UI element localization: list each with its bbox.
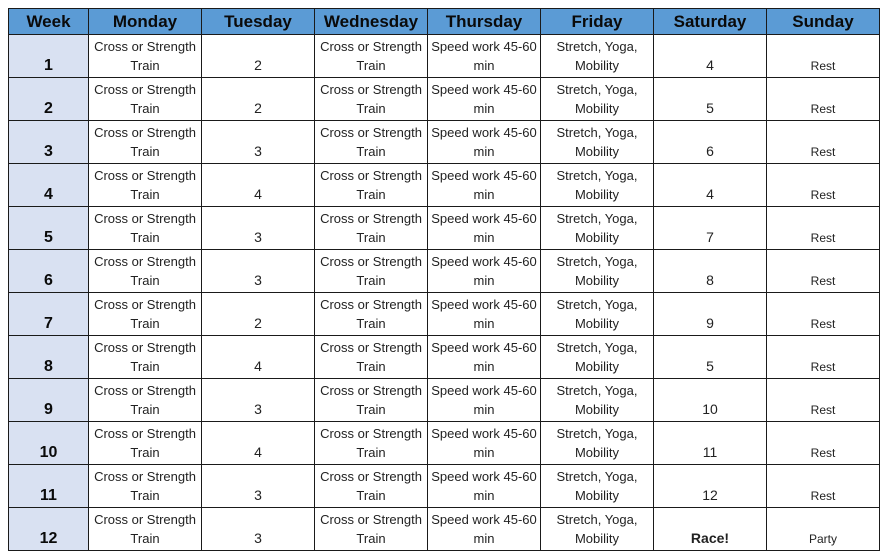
table-row [9,379,880,422]
week-number-cell: 7 [9,293,89,336]
tuesday-cell: 4 [202,164,315,207]
header-wednesday: Wednesday [315,9,428,35]
week-number-cell: 6 [9,250,89,293]
thursday-cell: Speed work 45-60 min [428,293,541,336]
week-number-cell: 1 [9,35,89,78]
thursday-cell: Speed work 45-60 min [428,164,541,207]
friday-cell: Stretch, Yoga, Mobility [541,336,654,379]
sunday-cell: Rest [767,121,880,164]
header-row [9,9,880,35]
monday-cell: Cross or Strength Train [89,422,202,465]
tuesday-cell: 2 [202,35,315,78]
header-saturday: Saturday [654,9,767,35]
header-monday: Monday [89,9,202,35]
thursday-cell: Speed work 45-60 min [428,250,541,293]
table-row [9,207,880,250]
tuesday-cell: 2 [202,293,315,336]
saturday-cell: 6 [654,121,767,164]
thursday-cell: Speed work 45-60 min [428,508,541,551]
friday-cell: Stretch, Yoga, Mobility [541,78,654,121]
sunday-cell: Rest [767,78,880,121]
wednesday-cell: Cross or Strength Train [315,121,428,164]
week-number-cell: 9 [9,379,89,422]
sunday-cell: Rest [767,35,880,78]
sunday-cell: Rest [767,336,880,379]
friday-cell: Stretch, Yoga, Mobility [541,379,654,422]
friday-cell: Stretch, Yoga, Mobility [541,164,654,207]
tuesday-cell: 3 [202,121,315,164]
wednesday-cell: Cross or Strength Train [315,164,428,207]
tuesday-cell: 3 [202,250,315,293]
monday-cell: Cross or Strength Train [89,508,202,551]
week-number-cell: 4 [9,164,89,207]
sunday-cell: Rest [767,250,880,293]
table-row [9,293,880,336]
wednesday-cell: Cross or Strength Train [315,422,428,465]
sunday-cell: Rest [767,164,880,207]
saturday-cell: 8 [654,250,767,293]
header-week: Week [9,9,89,35]
saturday-cell: 5 [654,78,767,121]
tuesday-cell: 4 [202,422,315,465]
friday-cell: Stretch, Yoga, Mobility [541,422,654,465]
week-number-cell: 8 [9,336,89,379]
saturday-cell: 4 [654,35,767,78]
saturday-cell: 7 [654,207,767,250]
tuesday-cell: 3 [202,379,315,422]
thursday-cell: Speed work 45-60 min [428,207,541,250]
thursday-cell: Speed work 45-60 min [428,336,541,379]
friday-cell: Stretch, Yoga, Mobility [541,35,654,78]
header-tuesday: Tuesday [202,9,315,35]
wednesday-cell: Cross or Strength Train [315,379,428,422]
friday-cell: Stretch, Yoga, Mobility [541,250,654,293]
monday-cell: Cross or Strength Train [89,336,202,379]
table-header [9,9,880,35]
monday-cell: Cross or Strength Train [89,121,202,164]
thursday-cell: Speed work 45-60 min [428,465,541,508]
table-row [9,164,880,207]
tuesday-cell: 3 [202,207,315,250]
table-body [9,35,880,551]
table-row [9,422,880,465]
table-row [9,35,880,78]
monday-cell: Cross or Strength Train [89,78,202,121]
saturday-cell: 11 [654,422,767,465]
sunday-cell: Rest [767,465,880,508]
header-thursday: Thursday [428,9,541,35]
week-number-cell: 11 [9,465,89,508]
wednesday-cell: Cross or Strength Train [315,207,428,250]
tuesday-cell: 2 [202,78,315,121]
training-schedule-table [8,8,880,551]
saturday-cell: 9 [654,293,767,336]
wednesday-cell: Cross or Strength Train [315,293,428,336]
monday-cell: Cross or Strength Train [89,164,202,207]
friday-cell: Stretch, Yoga, Mobility [541,121,654,164]
wednesday-cell: Cross or Strength Train [315,465,428,508]
saturday-cell: 5 [654,336,767,379]
monday-cell: Cross or Strength Train [89,465,202,508]
week-number-cell: 12 [9,508,89,551]
sunday-cell: Party [767,508,880,551]
week-number-cell: 10 [9,422,89,465]
monday-cell: Cross or Strength Train [89,293,202,336]
friday-cell: Stretch, Yoga, Mobility [541,508,654,551]
wednesday-cell: Cross or Strength Train [315,250,428,293]
table-row [9,465,880,508]
friday-cell: Stretch, Yoga, Mobility [541,293,654,336]
saturday-cell: 4 [654,164,767,207]
tuesday-cell: 3 [202,465,315,508]
week-number-cell: 2 [9,78,89,121]
wednesday-cell: Cross or Strength Train [315,508,428,551]
wednesday-cell: Cross or Strength Train [315,35,428,78]
monday-cell: Cross or Strength Train [89,379,202,422]
monday-cell: Cross or Strength Train [89,35,202,78]
saturday-cell: 12 [654,465,767,508]
monday-cell: Cross or Strength Train [89,250,202,293]
header-friday: Friday [541,9,654,35]
sunday-cell: Rest [767,207,880,250]
thursday-cell: Speed work 45-60 min [428,379,541,422]
table-row [9,336,880,379]
wednesday-cell: Cross or Strength Train [315,78,428,121]
sunday-cell: Rest [767,422,880,465]
saturday-cell: Race! [654,508,767,551]
table-row [9,250,880,293]
thursday-cell: Speed work 45-60 min [428,78,541,121]
monday-cell: Cross or Strength Train [89,207,202,250]
friday-cell: Stretch, Yoga, Mobility [541,207,654,250]
thursday-cell: Speed work 45-60 min [428,35,541,78]
thursday-cell: Speed work 45-60 min [428,121,541,164]
wednesday-cell: Cross or Strength Train [315,336,428,379]
table-row [9,508,880,551]
saturday-cell: 10 [654,379,767,422]
table-row [9,78,880,121]
header-sunday: Sunday [767,9,880,35]
week-number-cell: 5 [9,207,89,250]
thursday-cell: Speed work 45-60 min [428,422,541,465]
tuesday-cell: 4 [202,336,315,379]
table-row [9,121,880,164]
sunday-cell: Rest [767,293,880,336]
week-number-cell: 3 [9,121,89,164]
sunday-cell: Rest [767,379,880,422]
friday-cell: Stretch, Yoga, Mobility [541,465,654,508]
tuesday-cell: 3 [202,508,315,551]
